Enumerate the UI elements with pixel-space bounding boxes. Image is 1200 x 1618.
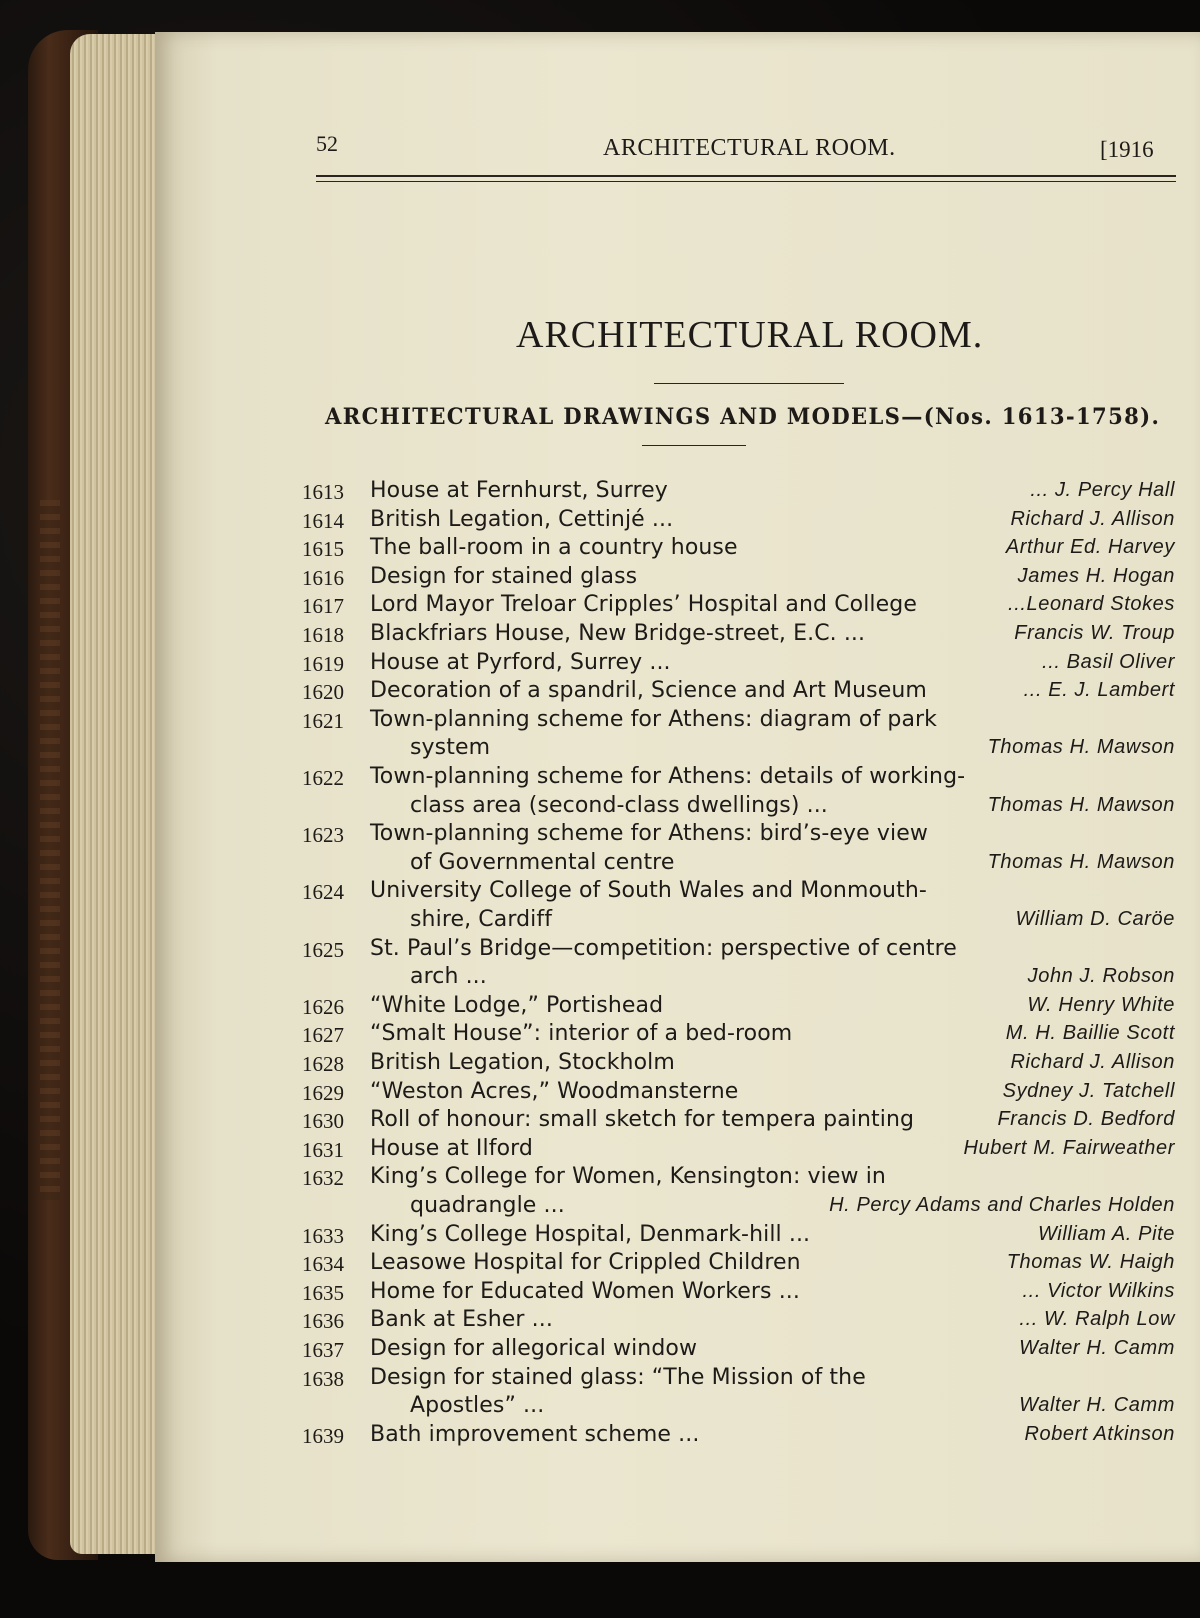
entry-number: 1632 — [302, 1166, 344, 1191]
entry-title-line: British Legation, Cettinjé ... — [370, 506, 674, 532]
section-subtitle: ARCHITECTURAL DRAWINGS AND MODELS—(Nos. 1613-1758). — [325, 404, 1161, 430]
entry-artist: Robert Atkinson — [1024, 1422, 1175, 1445]
entry-number: 1626 — [302, 994, 344, 1019]
entry-artist: Richard J. Allison — [1010, 507, 1175, 530]
entry-number: 1613 — [302, 480, 344, 504]
entry-artist: ...Leonard Stokes — [1008, 593, 1175, 616]
entry-title-line: “Smalt House”: interior of a bed-room — [370, 1021, 793, 1047]
entry-title-line: “Weston Acres,” Woodmansterne — [370, 1078, 739, 1104]
entry-artist: Arthur Ed. Harvey — [1005, 536, 1175, 559]
entry-number: 1634 — [302, 1252, 344, 1277]
page-number: 52 — [316, 131, 338, 156]
entry-number: 1618 — [302, 623, 344, 647]
entry-artist: John J. Robson — [1027, 965, 1175, 988]
entry-title-line: The ball-room in a country house — [370, 535, 738, 561]
entry-number: 1619 — [302, 651, 344, 676]
entry-number: 1630 — [302, 1109, 344, 1134]
entry-number: 1617 — [302, 594, 344, 619]
entry-artist: M. H. Baillie Scott — [1005, 1022, 1175, 1045]
entry-title-line: Apostles” ... — [410, 1393, 545, 1419]
header-rule-thin — [316, 181, 1176, 182]
entry-number: 1616 — [302, 565, 344, 590]
entry-number: 1629 — [302, 1080, 344, 1105]
entry-title-line: shire, Cardiff — [410, 907, 553, 932]
entry-number: 1620 — [302, 680, 344, 705]
entry-title-line: Town-planning scheme for Athens: diagram of park — [370, 706, 938, 732]
subtitle-divider — [642, 445, 746, 446]
entry-title-line: St. Paul’s Bridge—competition: perspective of centre — [370, 935, 957, 961]
entry-title-line: system — [410, 735, 491, 761]
entry-artist: William A. Pite — [1038, 1222, 1175, 1245]
entry-title-line: of Governmental centre — [410, 849, 675, 875]
entry-artist: ... Basil Oliver — [1042, 650, 1175, 673]
entry-title-line: “White Lodge,” Portishead — [370, 992, 664, 1018]
entry-artist: W. Henry White — [1027, 993, 1175, 1016]
entry-artist: Sydney J. Tatchell — [1002, 1079, 1175, 1102]
entry-number: 1639 — [302, 1423, 344, 1448]
entry-artist: Walter H. Camm — [1019, 1337, 1175, 1359]
entry-artist: Thomas W. Haigh — [1006, 1251, 1175, 1274]
entry-title-line: Decoration of a spandril, Science and Art Museum — [370, 678, 927, 704]
year-marker: [1916 — [1100, 137, 1154, 162]
entry-number: 1635 — [302, 1280, 344, 1305]
entry-artist: James H. Hogan — [1017, 564, 1175, 587]
entry-number: 1633 — [302, 1223, 344, 1248]
entry-artist: Thomas H. Mawson — [987, 793, 1175, 816]
entry-number: 1622 — [302, 766, 344, 790]
entry-title-line: House at Ilford — [370, 1135, 533, 1161]
entry-number: 1621 — [302, 708, 344, 733]
section-title: ARCHITECTURAL ROOM. — [516, 314, 984, 356]
entry-artist: Thomas H. Mawson — [987, 850, 1175, 873]
entry-title-line: Leasowe Hospital for Crippled Children — [370, 1250, 801, 1276]
entry-artist: H. Percy Adams and Charles Holden — [829, 1194, 1175, 1216]
entry-artist: Thomas H. Mawson — [987, 736, 1175, 759]
entry-number: 1614 — [302, 508, 344, 533]
entry-number: 1637 — [302, 1338, 344, 1362]
entry-title-line: Home for Educated Women Workers ... — [370, 1278, 800, 1304]
entry-number: 1623 — [302, 823, 344, 848]
entry-title-line: House at Pyrford, Surrey ... — [370, 649, 671, 675]
entry-artist: Francis D. Bedford — [997, 1108, 1175, 1131]
entry-title-line: King’s College for Women, Kensington: view in — [370, 1164, 886, 1190]
entry-number: 1636 — [302, 1309, 344, 1334]
entry-artist: Richard J. Allison — [1010, 1051, 1175, 1073]
entry-title-line: Design for stained glass — [370, 563, 638, 589]
entry-title-line: Blackfriars House, New Bridge-street, E.C. ... — [370, 621, 866, 646]
entry-artist: ... J. Percy Hall — [1030, 479, 1175, 501]
entry-title-line: Lord Mayor Treloar Cripples’ Hospital and College — [370, 592, 917, 618]
entry-number: 1625 — [302, 937, 344, 962]
entry-title-line: House at Fernhurst, Surrey — [370, 478, 668, 503]
entry-title-line: British Legation, Stockholm — [370, 1050, 675, 1075]
spine-decoration — [40, 500, 60, 1200]
entry-title-line: Town-planning scheme for Athens: details of working- — [370, 764, 966, 789]
entry-number: 1628 — [302, 1052, 344, 1076]
entry-number: 1638 — [302, 1366, 344, 1391]
entry-title-line: Roll of honour: small sketch for tempera painting — [370, 1107, 915, 1133]
entry-number: 1631 — [302, 1137, 344, 1162]
entry-title-line: Bank at Esher ... — [370, 1307, 553, 1333]
entry-artist: ... E. J. Lambert — [1023, 679, 1175, 702]
header-rule — [316, 175, 1176, 177]
entry-number: 1627 — [302, 1023, 344, 1048]
entry-title-line: Design for stained glass: “The Mission of the — [370, 1364, 866, 1390]
running-title: ARCHITECTURAL ROOM. — [603, 135, 896, 161]
entry-artist: ... Victor Wilkins — [1022, 1279, 1175, 1302]
entry-title-line: Design for allegorical window — [370, 1336, 698, 1361]
entry-title-line: Bath improvement scheme ... — [370, 1421, 700, 1447]
entry-artist: Walter H. Camm — [1019, 1394, 1175, 1417]
entry-artist: William D. Caröe — [1015, 908, 1175, 930]
entry-title-line: arch ... — [410, 964, 487, 990]
entry-title-line: class area (second-class dwellings) ... — [410, 792, 828, 818]
entry-artist: Hubert M. Fairweather — [963, 1136, 1175, 1159]
entry-title-line: Town-planning scheme for Athens: bird’s-eye view — [370, 821, 928, 847]
title-divider — [654, 383, 844, 384]
entry-artist: ... W. Ralph Low — [1019, 1308, 1175, 1331]
entry-title-line: King’s College Hospital, Denmark-hill ... — [370, 1221, 811, 1247]
entry-title-line: quadrangle ... — [410, 1193, 565, 1218]
entry-artist: Francis W. Troup — [1014, 622, 1175, 644]
entry-title-line: University College of South Wales and Monmouth- — [370, 878, 927, 904]
entry-number: 1624 — [302, 880, 344, 905]
entry-number: 1615 — [302, 537, 344, 562]
